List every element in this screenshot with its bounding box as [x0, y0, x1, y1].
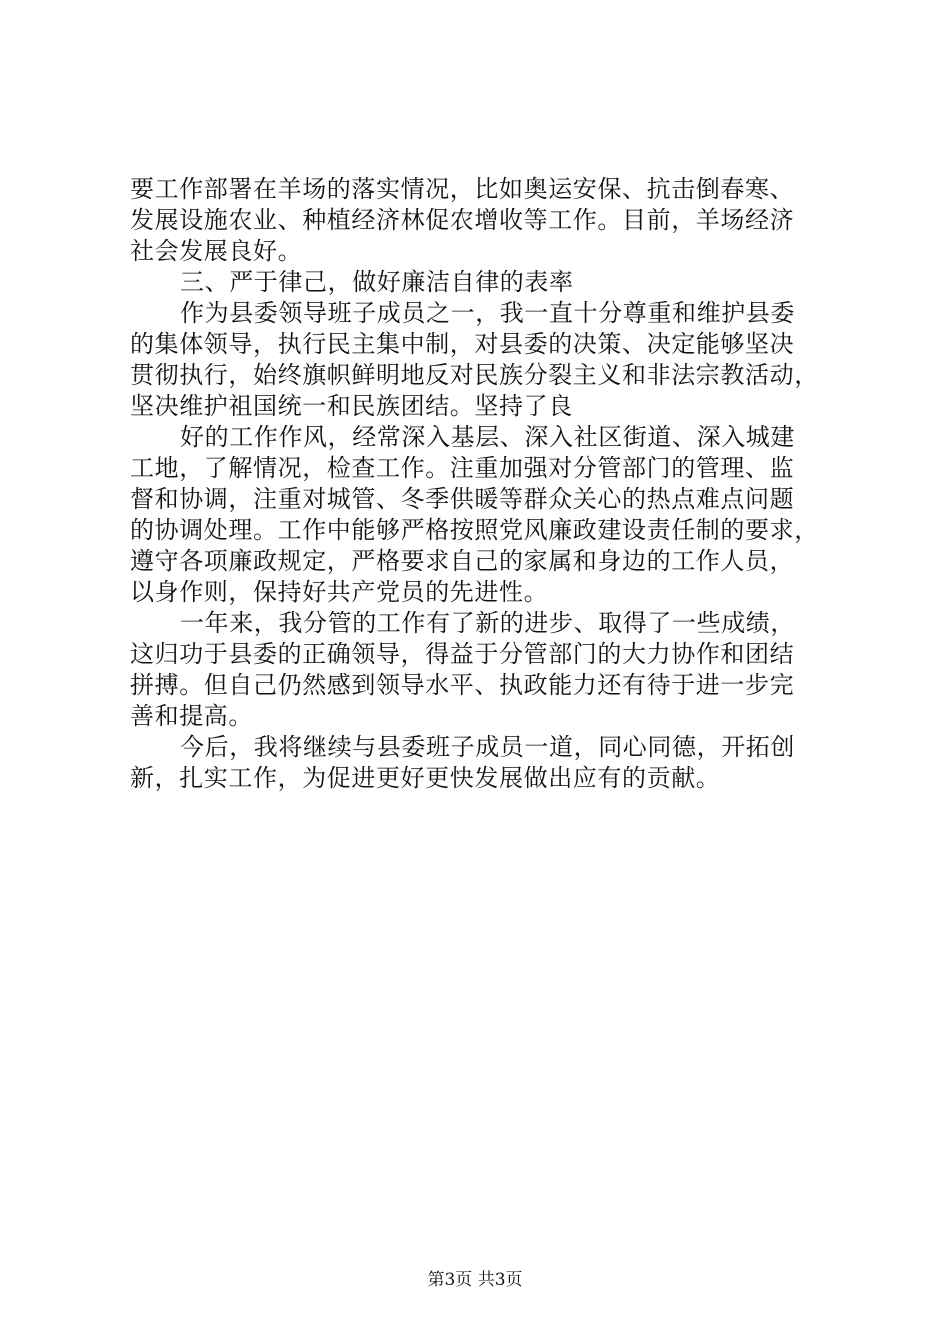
text-line: 要工作部署在羊场的落实情况，比如奥运安保、抗击倒春寒、	[130, 175, 795, 203]
text-line: 一年来，我分管的工作有了新的进步、取得了一些成绩，	[180, 609, 795, 637]
text-line: 今后，我将继续与县委班子成员一道，同心同德，开拓创	[180, 733, 795, 761]
text-line: 新，扎实工作，为促进更好更快发展做出应有的贡献。	[130, 764, 721, 792]
text-line: 坚决维护祖国统一和民族团结。坚持了良	[130, 392, 573, 420]
text-line: 贯彻执行，始终旗帜鲜明地反对民族分裂主义和非法宗教活动，	[130, 361, 819, 389]
text-line: 督和协调，注重对城管、冬季供暖等群众关心的热点难点问题	[130, 485, 795, 513]
document-body	[130, 174, 830, 794]
text-line: 遵守各项廉政规定，严格要求自己的家属和身边的工作人员，	[130, 547, 795, 575]
page-number-footer: 第3页 共3页	[427, 1270, 523, 1290]
text-line: 好的工作作风，经常深入基层、深入社区街道、深入城建	[180, 423, 795, 451]
text-line: 的协调处理。工作中能够严格按照党风廉政建设责任制的要求，	[130, 516, 819, 544]
text-line: 发展设施农业、种植经济林促农增收等工作。目前，羊场经济	[130, 206, 795, 234]
text-line: 作为县委领导班子成员之一，我一直十分尊重和维护县委	[180, 299, 795, 327]
text-line: 拼搏。但自己仍然感到领导水平、执政能力还有待于进一步完	[130, 671, 795, 699]
text-line: 这归功于县委的正确领导，得益于分管部门的大力协作和团结	[130, 640, 795, 668]
text-line: 工地，了解情况，检查工作。注重加强对分管部门的管理、监	[130, 454, 795, 482]
text-line: 以身作则，保持好共产党员的先进性。	[130, 578, 549, 606]
text-line: 善和提高。	[130, 702, 253, 730]
text-line: 的集体领导，执行民主集中制，对县委的决策、决定能够坚决	[130, 330, 795, 358]
text-line: 三、严于律己，做好廉洁自律的表率	[180, 268, 574, 296]
text-line: 社会发展良好。	[130, 237, 303, 265]
